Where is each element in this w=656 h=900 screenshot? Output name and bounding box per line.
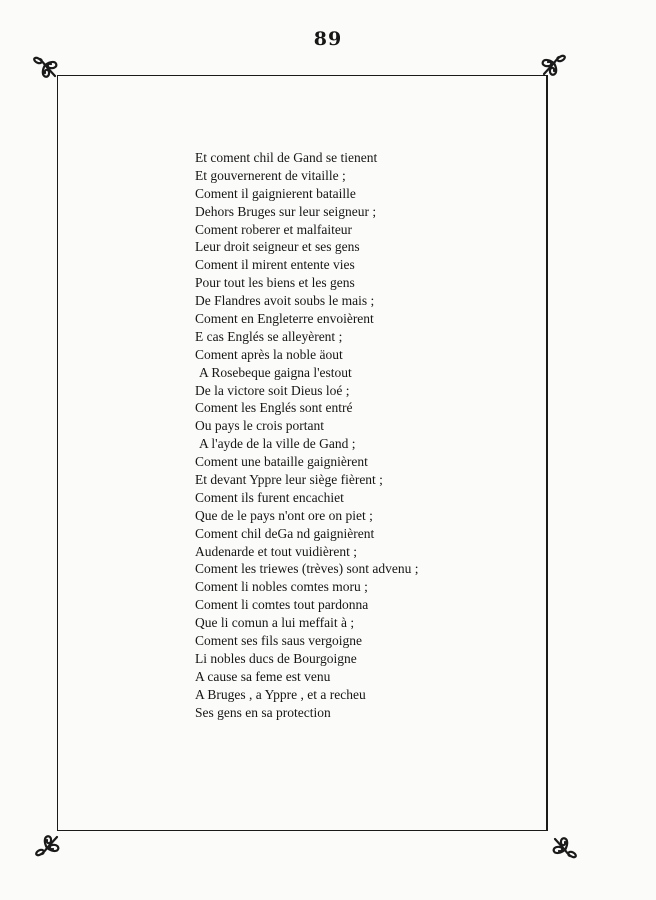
verse-line: Audenarde et tout vuidièrent ; — [195, 543, 357, 559]
verse-line: Que de le pays n'ont ore on piet ; — [195, 507, 373, 523]
verse-line: Coment en Engleterre envoièrent — [195, 311, 374, 327]
verse-line: De la victore soit Dieus loé ; — [195, 382, 350, 398]
verse-line: Coment li nobles comtes moru ; — [195, 579, 368, 595]
verse-line: Coment ils furent encachiet — [195, 489, 344, 505]
verse-line: De Flandres avoit soubs le mais ; — [195, 293, 375, 309]
verse-block — [195, 149, 475, 722]
verse-line: Leur droit seigneur et ses gens — [195, 239, 360, 255]
verse-line: Et gouvernerent de vitaille ; — [195, 167, 346, 183]
verse-line: Li nobles ducs de Bourgoigne — [195, 650, 357, 666]
verse-line: E cas Englés se alleyèrent ; — [195, 328, 343, 344]
verse-line: Pour tout les biens et les gens — [195, 275, 355, 291]
verse-line: Et devant Yppre leur siège fièrent ; — [195, 472, 383, 488]
fleuron-icon — [28, 48, 62, 82]
verse-line: Coment il gaignierent bataille — [195, 185, 356, 201]
verse-line: Coment ses fils saus vergoigne — [195, 633, 362, 649]
fleuron-icon — [537, 46, 571, 80]
verse-line: Coment les triewes (trèves) sont advenu ; — [195, 561, 419, 577]
verse-line: A Bruges , a Yppre , et a recheu — [195, 686, 366, 702]
verse-line: Et coment chil de Gand se tienent — [195, 150, 378, 165]
verse-line: Coment il mirent entente vies — [195, 257, 355, 273]
verse-line: Ou pays le crois portant — [195, 418, 324, 434]
verse-line: A Rosebeque gaigna l'estout — [199, 364, 352, 380]
fleuron-icon — [548, 833, 582, 867]
verse-line: Dehors Bruges sur leur seigneur ; — [195, 203, 377, 219]
verse-line: Coment après la noble äout — [195, 346, 343, 362]
verse-line: Coment une bataille gaignièrent — [195, 454, 368, 470]
verse-line: Coment chil deGa nd gaignièrent — [195, 525, 375, 541]
verse-line: Que li comun a lui meffait à ; — [195, 615, 355, 631]
fleuron-icon — [30, 831, 64, 865]
verse-line: Coment roberer et malfaiteur — [195, 221, 353, 237]
verse-line: Coment les Englés sont entré — [195, 400, 353, 416]
verse-line: Ses gens en sa protection — [195, 704, 331, 720]
verse-line: A l'ayde de la ville de Gand ; — [199, 436, 356, 452]
verse-line: A cause sa feme est venu — [195, 668, 331, 684]
verse-line: Coment li comtes tout pardonna — [195, 597, 369, 613]
page-number: 89 — [313, 28, 343, 50]
